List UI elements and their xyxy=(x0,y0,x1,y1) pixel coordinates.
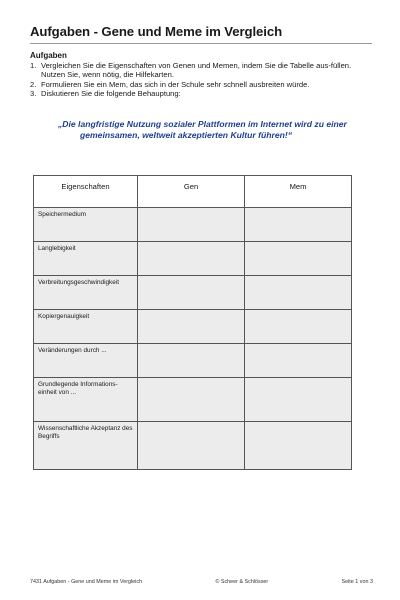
mem-cell[interactable] xyxy=(245,310,352,344)
task-number: 3. xyxy=(30,89,37,99)
table-row xyxy=(34,422,352,470)
quote-line-1: „Die langfristige Nutzung sozialer Plattformen im Internet wird zu einer xyxy=(58,119,347,129)
task-text: Vergleichen Sie die Eigenschaften von Genen und Memen, indem Sie die Tabelle aus-füllen. Nutzen Sie, wenn nötig, die Hilfekarten. xyxy=(41,60,352,80)
table-row xyxy=(34,344,352,378)
footer-copyright: © Scheer & Schlösser xyxy=(215,579,269,585)
mem-cell[interactable] xyxy=(245,242,352,276)
row-label: Verbreitungsgeschwindigkeit xyxy=(34,276,138,310)
header-gen: Gen xyxy=(138,176,245,208)
table-row xyxy=(34,378,352,422)
claim-quote xyxy=(58,119,376,141)
table-row xyxy=(34,310,352,344)
table-row xyxy=(34,276,352,310)
task-item-2 xyxy=(30,80,374,90)
gen-cell[interactable] xyxy=(138,310,245,344)
comparison-table xyxy=(33,175,352,470)
table-row xyxy=(34,208,352,242)
row-label: Wissenschaftliche Akzeptanz des Begriffs xyxy=(34,422,138,470)
task-number: 2. xyxy=(30,79,37,89)
gen-cell[interactable] xyxy=(138,208,245,242)
row-label: Kopiergenauigkeit xyxy=(34,310,138,344)
tasks-heading: Aufgaben xyxy=(30,51,67,60)
task-item-1 xyxy=(30,61,374,80)
mem-cell[interactable] xyxy=(245,344,352,378)
page-footer xyxy=(30,579,373,585)
quote-line-2: gemeinsamen, weltweit akzeptierten Kultur führen!“ xyxy=(80,130,293,141)
mem-cell[interactable] xyxy=(245,276,352,310)
row-label: Langlebigkeit xyxy=(34,242,138,276)
gen-cell[interactable] xyxy=(138,422,245,470)
task-number: 1. xyxy=(30,60,37,70)
footer-document-id: 7431 Aufgaben - Gene und Meme im Vergleich xyxy=(30,579,143,585)
footer-page-number: Seite 1 von 3 xyxy=(341,579,373,585)
gen-cell[interactable] xyxy=(138,276,245,310)
header-eigenschaften: Eigenschaften xyxy=(34,176,138,208)
row-label: Veränderungen durch ... xyxy=(34,344,138,378)
table-header-row xyxy=(34,176,352,208)
tasks-section xyxy=(30,51,374,99)
table-row xyxy=(34,242,352,276)
task-list xyxy=(30,61,374,99)
task-item-3 xyxy=(30,89,374,99)
mem-cell[interactable] xyxy=(245,208,352,242)
mem-cell[interactable] xyxy=(245,422,352,470)
gen-cell[interactable] xyxy=(138,242,245,276)
row-label: Grundlegende Informations-einheit von ... xyxy=(34,378,138,422)
gen-cell[interactable] xyxy=(138,344,245,378)
page-title: Aufgaben - Gene und Meme im Vergleich xyxy=(30,24,372,44)
gen-cell[interactable] xyxy=(138,378,245,422)
mem-cell[interactable] xyxy=(245,378,352,422)
header-mem: Mem xyxy=(245,176,352,208)
task-text: Diskutieren Sie die folgende Behauptung: xyxy=(41,89,181,99)
row-label: Speichermedium xyxy=(34,208,138,242)
task-text: Formulieren Sie ein Mem, das sich in der Schule sehr schnell ausbreiten würde. xyxy=(41,79,310,89)
